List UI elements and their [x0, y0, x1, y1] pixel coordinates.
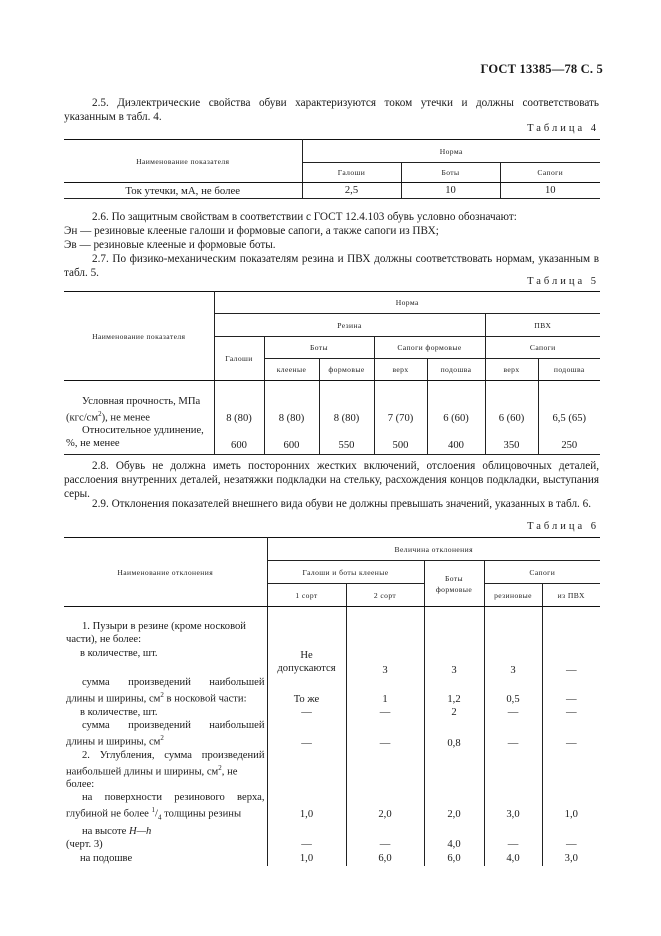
t6-r2-sort2: 3 — [346, 648, 424, 676]
t5-sub-verkh: верх — [374, 359, 427, 381]
t6-row-bubbles-toe — [64, 676, 267, 706]
t6-r8-boty: 4,0 — [424, 838, 484, 852]
t4-col-sapogi: Сапоги — [500, 163, 600, 183]
t6-r4-sort2: — — [346, 705, 424, 719]
t6-r9-boty: 6,0 — [424, 852, 484, 866]
paragraph-2-5: 2.5. Диэлектрические свойства обуви характеризуются током утечки и должны соответствовать указанным в табл. 4. — [64, 97, 599, 123]
t6-r2-boty: 3 — [424, 648, 484, 676]
t6-header-gal-boty: Галоши и боты клееные — [267, 561, 424, 584]
page-header: ГОСТ 13385—78 С. 5 — [480, 62, 603, 76]
t6-row-bubbles-count: в количестве, шт. — [64, 648, 267, 676]
t6-r3-rez: 0,5 — [484, 676, 542, 706]
t6-r2-sort1 — [267, 648, 346, 676]
t5-sub-podoshva: подошва — [427, 359, 485, 381]
t5-row-strength-l2a: (кгс/см — [66, 412, 99, 424]
t6-sub-pvc: из ПВХ — [542, 584, 600, 607]
t6-r2-rez: 3 — [484, 648, 542, 676]
t5-header-pvc: ПВХ — [485, 314, 600, 337]
t6-r5-rez: — — [484, 719, 542, 749]
t6-r3-sort2: 1 — [346, 676, 424, 706]
t6-r7-sort2: 2,0 — [346, 791, 424, 838]
t6-r9-sort2: 6,0 — [346, 852, 424, 866]
t5-strength-pvc-podoshva: 6,5 (65) — [538, 395, 600, 425]
t6-row-sum-2-sup: 2 — [160, 734, 164, 743]
t6-r8-sort2: — — [346, 838, 424, 852]
t5-row-strength-l1: Условная прочность, МПа — [82, 395, 201, 407]
t5-elong-pvc-podoshva: 250 — [538, 424, 600, 454]
t6-r7-pvc: 1,0 — [542, 791, 600, 838]
t5-header-boty: Боты — [264, 337, 374, 359]
t5-sub-kleenye: клееные — [264, 359, 319, 381]
t6-row-bubbles-l1: 1. Пузыри в резине (кроме носковой — [82, 620, 246, 632]
t6-r8-rez: — — [484, 838, 542, 852]
table-4 — [64, 139, 600, 199]
t6-row-surface-frac-n: 1 — [151, 806, 155, 815]
t6-row-bubbles-toe-l1: сумма произведений наибольшей — [82, 676, 265, 688]
t6-r5-pvc: — — [542, 719, 600, 749]
t6-row-count-2: в количестве, шт. — [64, 705, 267, 719]
t6-r7-rez: 3,0 — [484, 791, 542, 838]
t6-r9-pvc: 3,0 — [542, 852, 600, 866]
t6-row-bubbles-l2: части), не более: — [66, 633, 142, 645]
t5-header-rubber: Резина — [214, 314, 485, 337]
table-5 — [64, 291, 600, 455]
t5-row-strength-l2c: ), не менее — [101, 412, 150, 424]
t5-header-galoshi: Галоши — [214, 337, 264, 381]
t6-r2-pvc: — — [542, 648, 600, 676]
t4-col-galoshi: Галоши — [302, 163, 401, 183]
t5-header-sapogi-form: Сапоги формовые — [374, 337, 485, 359]
paragraph-2-6-en: Эн — резиновые клееные галоши и формовые сапоги, а также сапоги из ПВХ; — [64, 225, 439, 237]
t6-sub-sort1: 1 сорт — [267, 584, 346, 607]
t6-row-surface-var: H—h — [128, 825, 152, 837]
paragraph-2-6-ev: Эв — резиновые клееные и формовые боты. — [64, 239, 276, 251]
t6-r7-sort1: 1,0 — [267, 791, 346, 838]
t6-row-surface-l1: на поверхности резинового верха, — [82, 792, 265, 804]
t6-r7-boty: 2,0 — [424, 791, 484, 838]
t6-r3-pvc: — — [542, 676, 600, 706]
t5-header-norm: Норма — [214, 292, 600, 314]
t6-row-depressions-sup: 2 — [218, 763, 222, 772]
t4-col-boty: Боты — [401, 163, 500, 183]
table-6 — [64, 537, 600, 866]
t4-header-name: Наименование показателя — [64, 140, 302, 183]
t6-row-fig3: (черт. 3) — [64, 838, 267, 852]
t6-r9-rez: 4,0 — [484, 852, 542, 866]
t5-elong-formovye: 550 — [319, 424, 374, 454]
t6-r5-boty: 0,8 — [424, 719, 484, 749]
t6-header-sapogi: Сапоги — [484, 561, 600, 584]
t5-row-elongation-l2: %, не менее — [66, 438, 120, 450]
t5-strength-formovye: 8 (80) — [319, 395, 374, 425]
t5-strength-verkh: 7 (70) — [374, 395, 427, 425]
t5-elong-verkh: 500 — [374, 424, 427, 454]
t5-elong-galoshi: 600 — [214, 424, 264, 454]
t6-row-sum-2 — [64, 719, 267, 749]
t6-sub-rez: резиновые — [484, 584, 542, 607]
t6-row-bubbles — [64, 620, 267, 648]
t5-strength-galoshi: 8 (80) — [214, 395, 264, 425]
t6-r3-sort1: То же — [267, 676, 346, 706]
paragraph-2-9: 2.9. Отклонения показателей внешнего вида обуви не должны превышать значений, указанных в табл. 6. — [92, 498, 592, 510]
t6-r9-sort1: 1,0 — [267, 852, 346, 866]
t6-r8-pvc: — — [542, 838, 600, 852]
t5-header-sapogi: Сапоги — [485, 337, 600, 359]
t6-row-depressions-l3: более: — [66, 779, 95, 791]
t5-elong-pvc-verkh: 350 — [485, 424, 538, 454]
t5-row-elongation — [64, 424, 214, 454]
t6-row-depressions-l1: 2. Углубления, сумма произведений — [82, 749, 265, 761]
t5-sub-formovye: формовые — [319, 359, 374, 381]
t5-strength-kleenye: 8 (80) — [264, 395, 319, 425]
t6-r8-sort1: — — [267, 838, 346, 852]
paragraph-2-8: 2.8. Обувь не должна иметь посторонних жестких включений, отслоения облицовочных деталей, расслоения внутренних деталей, незатяжки подкладки на стельку, расхождения концов подкладки, выступания серы. — [64, 460, 599, 500]
t5-strength-pvc-verkh: 6 (60) — [485, 395, 538, 425]
t6-r2-sort1-l2: допускаются — [277, 662, 336, 674]
t6-row-surface-frac-d: 4 — [157, 813, 162, 822]
t6-r4-boty: 2 — [424, 705, 484, 719]
paragraph-2-6: 2.6. По защитным свойствам в соответствии с ГОСТ 12.4.103 обувь условно обозначают: — [92, 211, 517, 223]
t6-row-depressions-l2a: наибольшей длины и ширины, см — [66, 766, 219, 778]
t6-r4-sort1: — — [267, 705, 346, 719]
t4-row-name: Ток утечки, мА, не более — [64, 183, 302, 199]
t6-row-surface-l2b: толщины резины — [161, 808, 242, 820]
t6-row-sole: на подошве — [64, 852, 267, 866]
t6-row-depressions-l2b: , не — [221, 766, 238, 778]
paragraph-2-7: 2.7. По физико-механическим показателям резина и ПВХ должны соответствовать нормам, указанным в табл. 5. — [64, 253, 599, 279]
t6-r3-boty: 1,2 — [424, 676, 484, 706]
t6-row-bubbles-toe-l2b: в носковой части: — [163, 693, 247, 705]
t6-row-surface: на поверхности резинового верха, глубиной не более $^1/_4$ толщины резины на высоте H—h — [64, 791, 267, 838]
t5-elong-podoshva: 400 — [427, 424, 485, 454]
t6-r5-sort2: — — [346, 719, 424, 749]
t4-val-galoshi: 2,5 — [302, 183, 401, 199]
t5-header-name: Наименование показателя — [64, 292, 214, 381]
t5-elong-kleenye: 600 — [264, 424, 319, 454]
table-5-caption: Таблица 5 — [527, 276, 599, 287]
t4-val-sapogi: 10 — [500, 183, 600, 199]
t4-header-norm: Норма — [302, 140, 600, 163]
t6-sub-sort2: 2 сорт — [346, 584, 424, 607]
t6-header-boty-form: Боты формовые — [424, 561, 484, 607]
t4-val-boty: 10 — [401, 183, 500, 199]
t6-row-surface-l3a: на высоте — [82, 825, 129, 837]
t5-row-strength — [64, 395, 214, 425]
t6-row-sum-2-l2: длины и ширины, см — [66, 736, 161, 748]
t5-row-strength-sup: 2 — [98, 409, 102, 418]
t5-row-elongation-l1: Относительное удлинение, — [82, 425, 204, 437]
t6-r4-rez: — — [484, 705, 542, 719]
t5-sub-pvc-podoshva: подошва — [538, 359, 600, 381]
t6-row-bubbles-toe-l2a: длины и ширины, см — [66, 693, 161, 705]
t6-row-depressions — [64, 749, 267, 792]
t6-row-sum-2-l1: сумма произведений наибольшей — [82, 720, 265, 732]
t6-r4-pvc: — — [542, 705, 600, 719]
table-4-caption: Таблица 4 — [527, 123, 599, 134]
t6-r2-sort1-l1: Не — [300, 649, 313, 661]
t6-row-bubbles-toe-sup: 2 — [160, 690, 164, 699]
t6-r5-sort1: — — [267, 719, 346, 749]
t6-header-magnitude: Величина отклонения — [267, 538, 600, 561]
table-6-caption: Таблица 6 — [527, 521, 599, 532]
t6-row-surface-l2a: глубиной не более — [66, 808, 152, 820]
t6-header-name: Наименование отклонения — [64, 538, 267, 607]
t5-sub-pvc-verkh: верх — [485, 359, 538, 381]
t5-strength-podoshva: 6 (60) — [427, 395, 485, 425]
